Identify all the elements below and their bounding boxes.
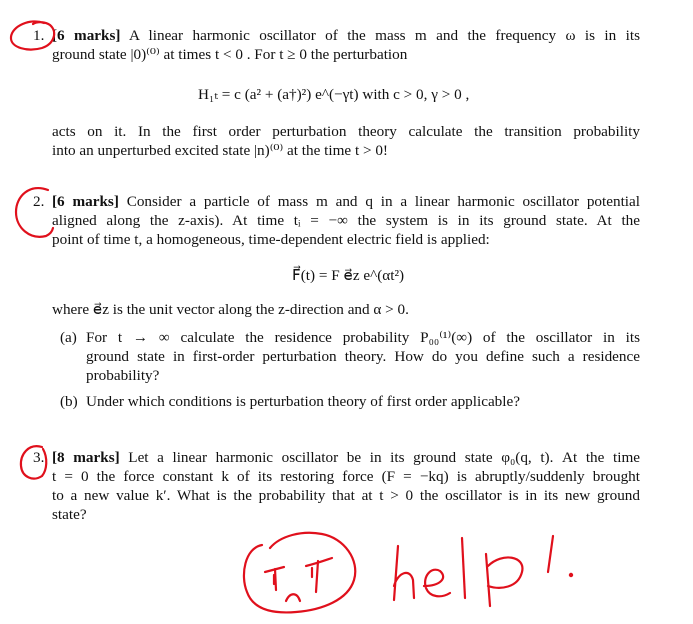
problem-2-line-3: point of time t, a homogeneous, time-dependent electric field is applied: [52, 231, 490, 248]
problem-3-line-4: state? [52, 506, 87, 523]
problem-3 [52, 448, 640, 524]
problem-2-line-2: aligned along the z-axis). At time tᵢ = −∞ the system is in its ground state. At the [52, 212, 640, 229]
crying-face-doodle [244, 533, 355, 613]
problem-1 [52, 26, 640, 64]
problem-3-line-2: t = 0 the force constant k of its restoring force (F = −kq) is abruptly/suddenly brought [52, 468, 640, 485]
problem-3-marks: [8 marks] [52, 449, 120, 466]
problem-2-line-4: where e⃗z is the unit vector along the z-direction and α > 0. [52, 301, 409, 318]
problem-1-marks: [6 marks] [52, 27, 121, 44]
problem-1-line-4: into an unperturbed excited state |n)⁽⁰⁾ at the time t > 0! [52, 142, 388, 159]
problem-3-line-3: to a new value k′. What is the probability that at t > 0 the oscillator is in its new ground [52, 487, 640, 504]
problem-2a-line-3: probability? [86, 367, 160, 384]
problem-2b [86, 392, 640, 411]
problem-2-marks: [6 marks] [52, 193, 119, 210]
help-exclamation-dot [569, 573, 573, 577]
problem-2a-line-2: ground state in first-order perturbation theory. How do you define such a residence [86, 348, 640, 365]
problem-3-number: 3. [33, 449, 45, 466]
problem-1-line-2: ground state |0)⁽⁰⁾ at times t < 0 . For t ≥ 0 the perturbation [52, 46, 408, 63]
problem-2 [52, 192, 640, 249]
problem-2a [86, 328, 640, 385]
problem-1-number: 1. [33, 27, 45, 44]
problem-1-equation: H₁ₜ = c (a² + (a†)²) e^(−γt) with c > 0, γ > 0 , [198, 86, 470, 103]
problem-2-continuation [52, 300, 640, 319]
problem-1-line-1: [6 marks] A linear harmonic oscillator of the mass m and the frequency ω is in its [52, 27, 640, 44]
problem-2-line-1: [6 marks] Consider a particle of mass m and q in a linear harmonic oscillator potential [52, 193, 640, 210]
problem-3-line-1: [8 marks] Let a linear harmonic oscillator be in its ground state φ₀(q, t). At the time [52, 449, 640, 466]
problem-2-equation: F⃗(t) = F e⃗z e^(αt²) [292, 267, 405, 284]
problem-1-line-3: acts on it. In the first order perturbation theory calculate the transition probability [52, 123, 640, 140]
problem-2b-line-1: Under which conditions is perturbation theory of first order applicable? [86, 393, 520, 410]
problem-1-continuation [52, 122, 640, 160]
problem-2-number: 2. [33, 193, 45, 210]
problem-2a-label: (a) [60, 329, 77, 346]
problem-2a-line-1: For t → ∞ calculate the residence probability P₀₀⁽¹⁾(∞) of the oscillator in its [86, 329, 640, 346]
problem-2b-label: (b) [60, 393, 78, 410]
help-handwriting [394, 536, 553, 606]
